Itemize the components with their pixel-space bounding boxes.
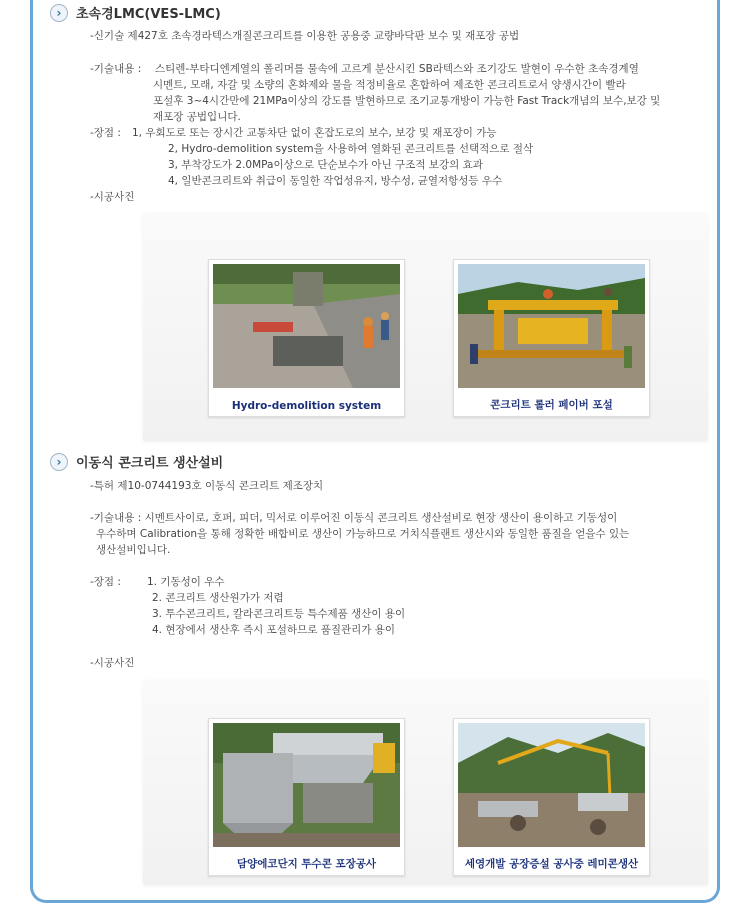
section-title: 이동식 콘크리트 생산설비 xyxy=(76,456,224,471)
tech-line: 재포장 공법입니다. xyxy=(153,111,241,123)
intro-text: -특허 제10-0744193호 이동식 콘크리트 제조장치 xyxy=(90,480,324,492)
hydro-demolition-photo xyxy=(213,264,400,388)
tech-line: 시멘트, 모래, 자갈 및 소량의 혼화제와 물을 적정비율로 혼합하여 제조한 콘크리트로서 양생시간이 빨라 xyxy=(153,79,626,91)
photo-card[interactable] xyxy=(208,259,405,417)
photo-caption: 담양에코단지 투수콘 포장공사 xyxy=(236,858,377,870)
photo-caption: 세영개발 공장증설 공사중 레미콘생산 xyxy=(464,858,639,870)
merit-item: 4, 일반콘크리트와 취급이 동일한 작업성유지, 방수성, 균열저항성등 우수 xyxy=(168,175,503,187)
remicon-production-photo xyxy=(458,723,645,847)
photo-card[interactable] xyxy=(208,718,405,876)
tech-line: 포설후 3~4시간만에 21MPa이상의 강도를 발현하므로 조기교통개방이 가능한 Fast Track개념의 보수,보강 및 xyxy=(153,95,661,107)
tech-line: 생산설비입니다. xyxy=(96,544,171,556)
merit-item: 2. 콘크리트 생산원가가 저렴 xyxy=(152,592,284,604)
photo-card[interactable] xyxy=(453,718,650,876)
section-heading-lmc xyxy=(50,3,221,22)
photo-caption: 콘크리트 롤러 페이버 포설 xyxy=(490,399,613,411)
photo-label: -시공사진 xyxy=(90,191,135,203)
photo-card[interactable] xyxy=(453,259,650,417)
tech-line: 스티렌-부타디엔계열의 폴리머를 물속에 고르게 분산시킨 SB라텍스와 조기강도 발현이 우수한 초속경계열 xyxy=(155,63,639,75)
merit-item: 3. 투수콘크리트, 칼라콘크리트등 특수제품 생산이 용이 xyxy=(152,608,406,620)
tech-label: -기술내용 : xyxy=(90,63,142,75)
tech-line: 우수하며 Calibration을 통해 정확한 배합비로 생산이 가능하므로 거치식플랜트 생산시와 동일한 품질을 얻을수 있는 xyxy=(96,528,630,540)
merit-item: 1. 기동성이 우수 xyxy=(147,576,225,588)
merit-item: 1, 우회도로 또는 장시간 교통차단 없이 혼잡도로의 보수, 보강 및 재포장이 가능 xyxy=(132,127,497,139)
photo-label: -시공사진 xyxy=(90,657,135,669)
section-heading-mobile-plant xyxy=(50,452,223,471)
roller-paver-photo xyxy=(458,264,645,388)
merit-label: -장점 : xyxy=(90,576,121,588)
tech-line: -기술내용 : 시멘트사이로, 호퍼, 피더, 믹서로 이루어진 이동식 콘크리트 생산설비로 현장 생산이 용이하고 기동성이 xyxy=(90,512,618,524)
chevron-right-icon: › xyxy=(50,453,68,471)
intro-text: -신기술 제427호 초속경라텍스개질콘크리트를 이용한 공용중 교량바닥판 보수 및 재포장 공법 xyxy=(90,30,520,42)
photo-caption: Hydro-demolition system xyxy=(231,400,382,412)
section-title: 초속경LMC(VES-LMC) xyxy=(76,7,221,22)
merit-item: 3, 부착강도가 2.0MPa이상으로 단순보수가 아닌 구조적 보강의 효과 xyxy=(168,159,483,171)
chevron-right-icon: › xyxy=(50,4,68,22)
merit-item: 4. 현장에서 생산후 즉시 포설하므로 품질관리가 용이 xyxy=(152,624,396,636)
merit-label: -장점 : xyxy=(90,127,121,139)
merit-item: 2, Hydro-demolition system을 사용하여 열화된 콘크리트를 선택적으로 절삭 xyxy=(168,143,534,155)
eco-complex-photo xyxy=(213,723,400,847)
